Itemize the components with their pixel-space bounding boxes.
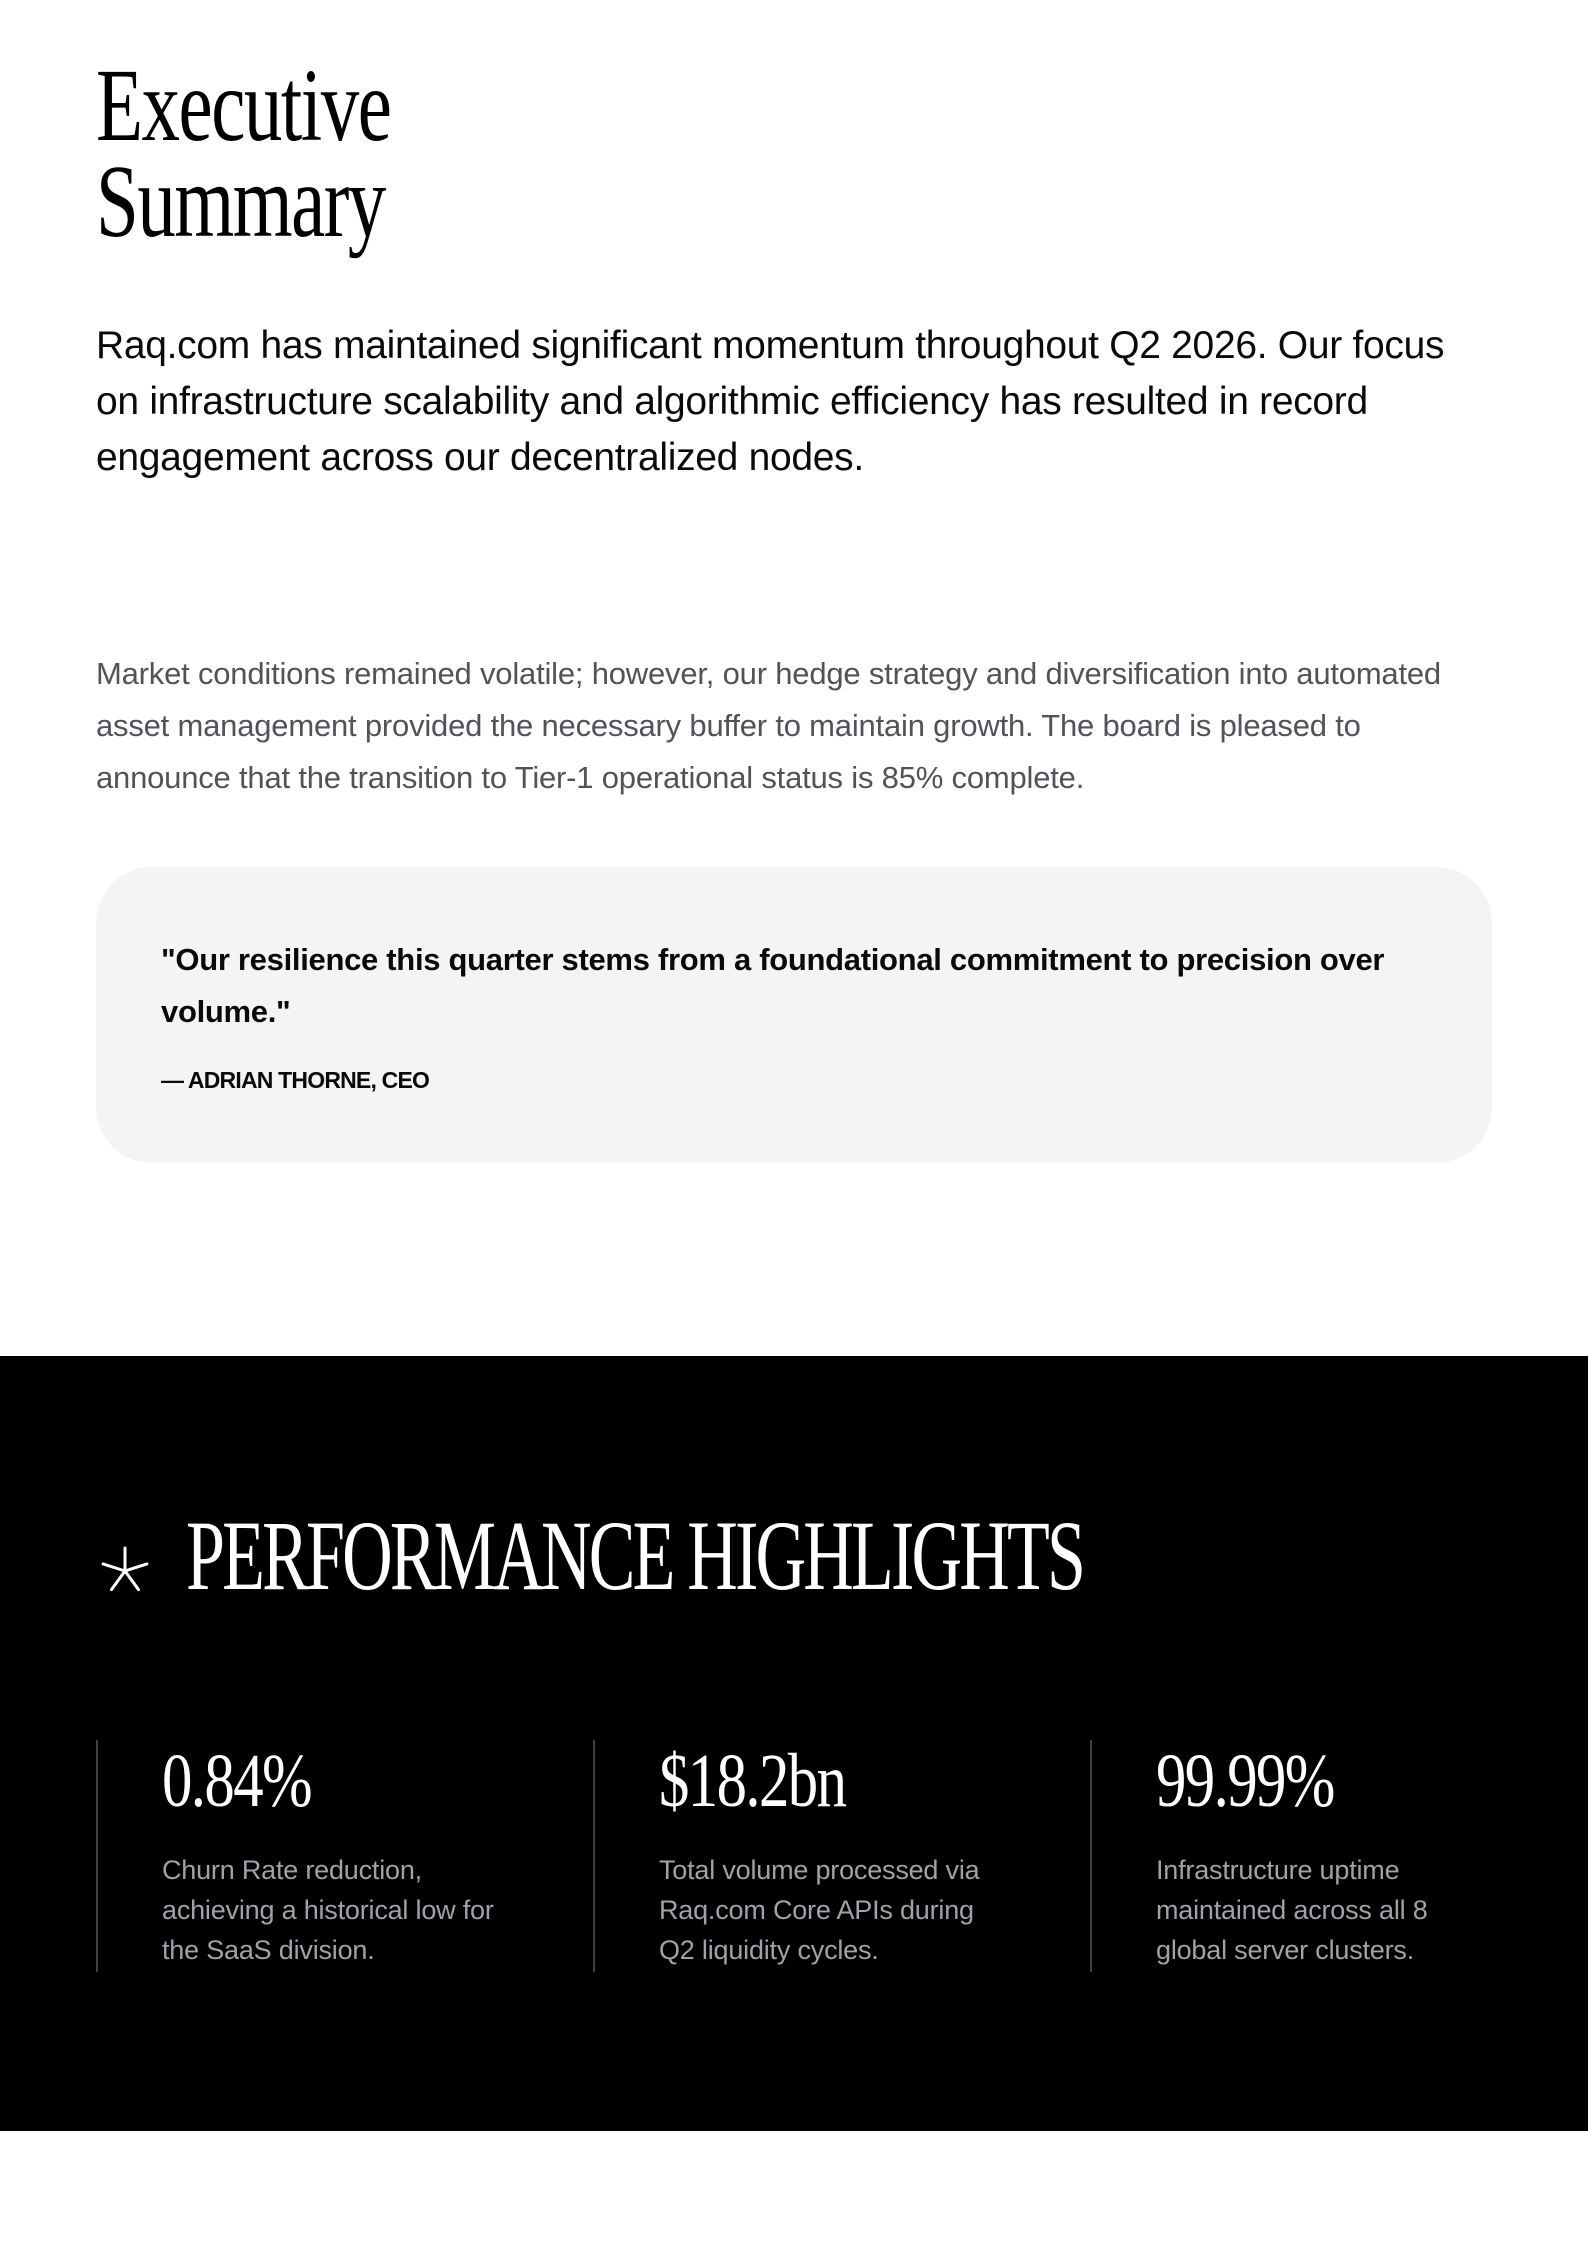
highlights-header <box>96 1500 1468 1611</box>
stat-churn-rate <box>96 1740 593 1972</box>
ceo-quote-card <box>96 867 1492 1163</box>
stats-row <box>96 1740 1492 1972</box>
stat-description: Total volume processed via Raq.com Core APIs during Q2 liquidity cycles. <box>659 1855 980 1965</box>
stat-value: 0.84% <box>162 1739 312 1823</box>
stat-total-volume <box>593 1740 1090 1972</box>
body-paragraph: Market conditions remained volatile; however, our hedge strategy and diversification into automated asset management provided the necessary buffer to maintain growth. The board is pleased to announce that the transition to Tier-1 operational status is 85% complete. <box>96 656 1441 795</box>
stat-description: Infrastructure uptime maintained across all 8 global server clusters. <box>1156 1855 1428 1965</box>
stat-uptime <box>1090 1740 1492 1972</box>
stat-description: Churn Rate reduction, achieving a historical low for the SaaS division. <box>162 1855 494 1965</box>
quote-attribution: — ADRIAN THORNE, CEO <box>161 1067 430 1093</box>
highlights-title: PERFORMANCE HIGHLIGHTS <box>186 1500 1084 1611</box>
page-title-line-2: Summary <box>96 144 385 259</box>
lead-paragraph: Raq.com has maintained significant momentum throughout Q2 2026. Our focus on infrastructure scalability and algorithmic efficiency has resulted in record engagement across our decentralized nodes. <box>96 324 1445 479</box>
stat-value: $18.2bn <box>659 1739 846 1823</box>
page-title-line-1: Executive <box>96 48 391 163</box>
asterisk-icon <box>96 1542 154 1600</box>
stat-value: 99.99% <box>1156 1739 1334 1823</box>
quote-text: "Our resilience this quarter stems from a foundational commitment to precision over volume." <box>161 942 1385 1029</box>
performance-highlights-section <box>0 1356 1588 2131</box>
page-title <box>96 48 391 259</box>
